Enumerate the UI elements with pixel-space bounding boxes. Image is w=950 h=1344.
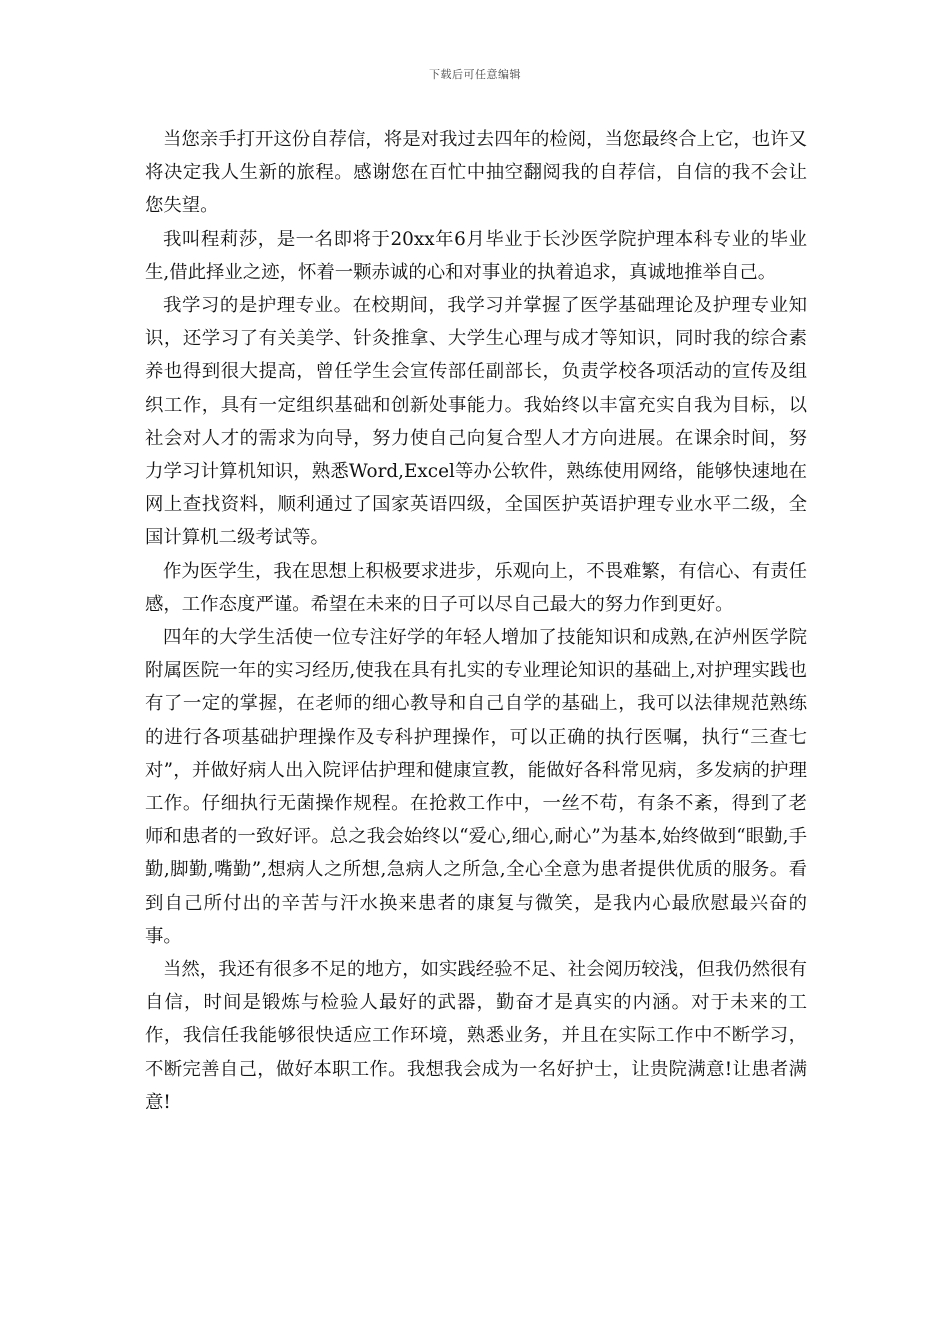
paragraph-introduction: 我叫程莉莎，是一名即将于20xx年6月毕业于长沙医学院护理本科专业的毕业生,借此择业之迹，怀着一颗赤诚的心和对事业的执着追求，真诚地推举自己。 <box>145 228 807 283</box>
letter-body <box>145 123 807 1119</box>
paragraph-attitude: 作为医学生，我在思想上积极要求进步，乐观向上，不畏难繁，有信心、有责任感，工作态度严谨。希望在未来的日子可以尽自己最大的努力作到更好。 <box>145 560 807 615</box>
paragraph-internship: 四年的大学生活使一位专注好学的年轻人增加了技能知识和成熟,在泸州医学院附属医院一年的实习经历,使我在具有扎实的专业理论知识的基础上,对护理实践也有了一定的掌握，在老师的细心教导和自己自学的基础上，我可以法律规范熟练的进行各项基础护理操作及专科护理操作，可以正确的执行医嘱，执行“三查七对”，并做好病人出入院评估护理和健康宣教，能做好各科常见病，多发病的护理工作。仔细执行无菌操作规程。在抢救工作中，一丝不苟，有条不紊，得到了老师和患者的一致好评。总之我会始终以“爱心,细心,耐心”为基本,始终做到“眼勤,手勤,脚勤,嘴勤”,想病人之所想,急病人之所急,全心全意为患者提供优质的服务。看到自己所付出的辛苦与汗水换来患者的康复与微笑，是我内心最欣慰最兴奋的事。 <box>145 627 807 947</box>
paragraph-closing: 当然，我还有很多不足的地方，如实践经验不足、社会阅历较浅，但我仍然很有自信，时间是锻炼与检验人最好的武器，勤奋才是真实的内涵。对于未来的工作，我信任我能够很快适应工作环境，熟悉业务，并且在实际工作中不断学习，不断完善自己，做好本职工作。我想我会成为一名好护士，让贵院满意!让患者满意! <box>145 959 807 1113</box>
paragraph-opening: 当您亲手打开这份自荐信，将是对我过去四年的检阅，当您最终合上它，也许又将决定我人生新的旅程。感谢您在百忙中抽空翻阅我的自荐信，自信的我不会让您失望。 <box>145 129 807 217</box>
paragraph-studies: 我学习的是护理专业。在校期间，我学习并掌握了医学基础理论及护理专业知识，还学习了有关美学、针灸推拿、大学生心理与成才等知识，同时我的综合素养也得到很大提高，曾任学生会宣传部任副部长，负责学校各项活动的宣传及组织工作，具有一定组织基础和创新处事能力。我始终以丰富充实自我为目标，以社会对人才的需求为向导，努力使自己向复合型人才方向进展。在课余时间，努力学习计算机知识，熟悉Word,Excel等办公软件，熟练使用网络，能够快速地在网上查找资料，顺利通过了国家英语四级，全国医护英语护理专业水平二级，全国计算机二级考试等。 <box>145 295 807 549</box>
page-header: 下载后可任意编辑 <box>429 68 521 81</box>
